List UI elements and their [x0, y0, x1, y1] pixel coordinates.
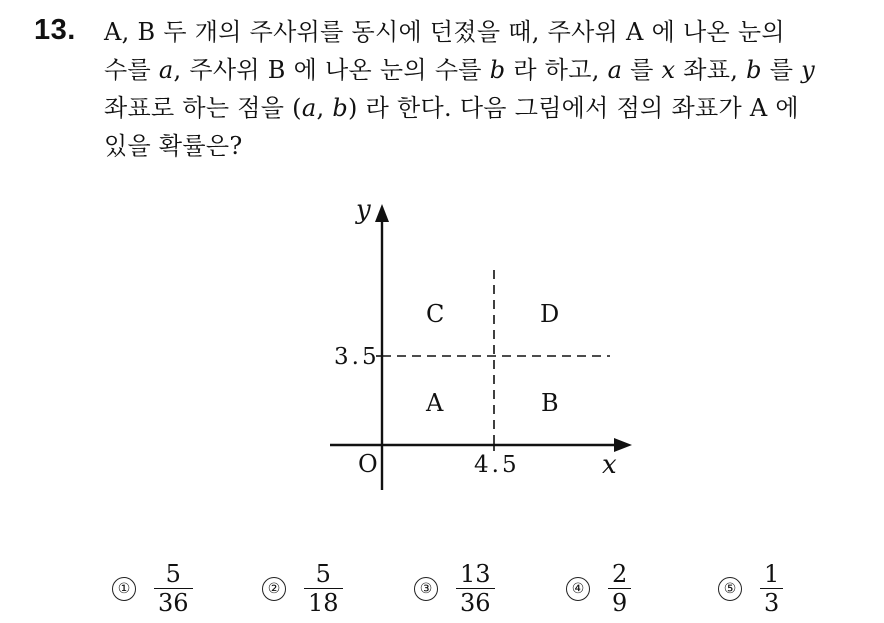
choice-1-fraction — [154, 560, 193, 617]
choice-3-denominator: 36 — [456, 588, 495, 617]
choice-5-denominator: 3 — [760, 588, 783, 617]
choice-4-fraction — [608, 560, 631, 617]
choice-5-marker: ⑤ — [718, 577, 742, 601]
y-axis-arrow — [375, 204, 389, 222]
choice-5[interactable] — [718, 560, 783, 617]
choice-4-marker: ④ — [566, 577, 590, 601]
stem-line-2: 수를 a, 주사위 B 에 나온 눈의 수를 b 라 하고, a 를 x 좌표, b 를 y — [104, 56, 816, 84]
y-axis-label: y — [356, 195, 371, 225]
region-b-label: B — [541, 389, 559, 417]
x-axis-label: x — [602, 450, 617, 480]
stem-line-1: A, B 두 개의 주사위를 동시에 던졌을 때, 주사위 A 에 나온 눈의 — [104, 18, 785, 46]
choice-3[interactable] — [414, 560, 495, 617]
region-d-label: D — [540, 300, 560, 328]
choice-1[interactable] — [112, 560, 193, 617]
region-a-label: A — [426, 389, 444, 417]
question-stem — [104, 13, 874, 165]
choice-2-marker: ② — [262, 577, 286, 601]
x-axis-arrow — [614, 438, 632, 452]
choice-3-numerator: 13 — [460, 560, 491, 588]
choice-2-fraction — [304, 560, 343, 617]
answer-choices — [0, 560, 884, 620]
x-mark-label: 4.5 — [474, 452, 520, 478]
question-number: 13. — [34, 14, 76, 46]
origin-label: O — [358, 450, 378, 478]
choice-2-numerator: 5 — [315, 560, 331, 588]
stem-line-4: 있을 확률은? — [104, 132, 243, 160]
choice-5-numerator: 1 — [764, 560, 780, 588]
choice-2[interactable] — [262, 560, 343, 617]
choice-1-numerator: 5 — [165, 560, 181, 588]
coordinate-figure — [300, 190, 640, 495]
choice-5-fraction — [760, 560, 783, 617]
choice-2-denominator: 18 — [304, 588, 343, 617]
choice-1-marker: ① — [112, 577, 136, 601]
y-mark-label: 3.5 — [334, 344, 380, 370]
choice-3-marker: ③ — [414, 577, 438, 601]
choice-4-numerator: 2 — [612, 560, 628, 588]
choice-4[interactable] — [566, 560, 631, 617]
stem-line-3: 좌표로 하는 점을 (a, b) 라 한다. 다음 그림에서 점의 좌표가 A 에 — [104, 94, 799, 122]
choice-3-fraction — [456, 560, 495, 617]
choice-4-denominator: 9 — [608, 588, 631, 617]
region-c-label: C — [426, 300, 445, 328]
choice-1-denominator: 36 — [154, 588, 193, 617]
